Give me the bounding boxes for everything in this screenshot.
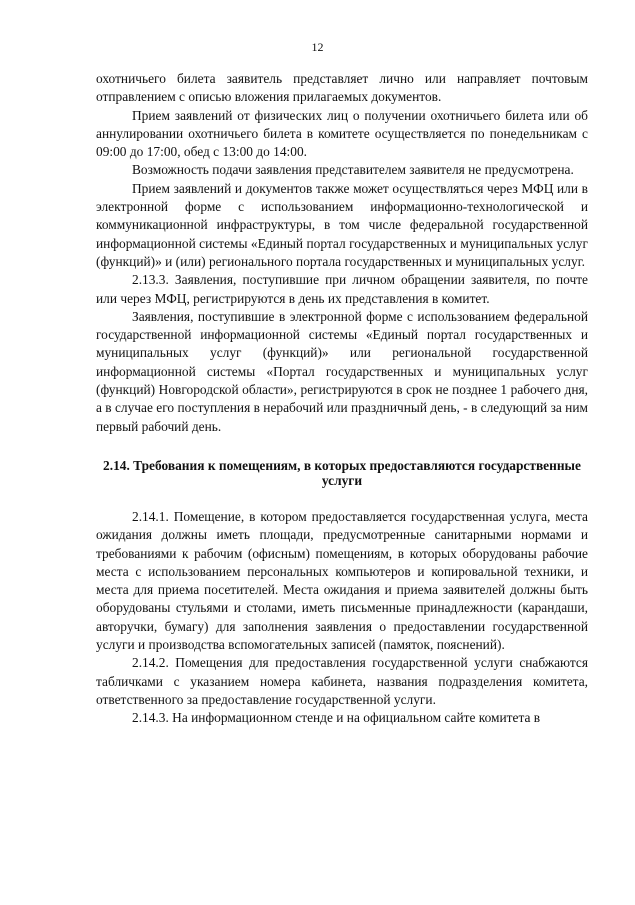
paragraph: 2.14.3. На информационном стенде и на официальном сайте комитета в [132, 710, 541, 726]
paragraph: Прием заявлений и документов также может осуществляться через МФЦ или в электронной форме с использованием информационно-технологической и коммуникационной инфраструктуры, в том числе федеральной государственной информационной системы «Единый портал государственных и муниципальных услуг (функций)» и (или) регионального портала государственных и муниципальных услуг. [96, 180, 588, 269]
paragraph: Заявления, поступившие в электронной форме с использованием федеральной государственной информационной системы «Единый портал государственных и муниципальных услуг (функций)» или региональной государственной информационной системы «Портал государственных и муниципальных услуг (функций) Новгородской области», регистрируются в срок не позднее 1 рабочего дня, а в случае его поступления в нерабочий или праздничный день, - в следующий за ним первый рабочий день. [96, 308, 588, 434]
document-body [96, 70, 588, 728]
paragraph: 2.14.1. Помещение, в котором предоставляется государственная услуга, места ожидания должны иметь площади, предусмотренные санитарными нормами и требованиями к рабочим (офисным) помещениям, в которых оборудованы рабочие места с использованием персональных компьютеров и копировальной техники, и места для приема посетителей. Места ожидания и приема заявителей должны быть оборудованы стульями и столами, иметь письменные принадлежности (карандаши, авторучки, бумагу) для заполнения заявления о предоставлении государственной услуги и производства вспомогательных записей (памяток, пояснений). [96, 508, 588, 653]
paragraph: 2.13.3. Заявления, поступившие при личном обращении заявителя, по почте или через МФЦ, регистрируются в день их представления в комитет. [96, 272, 588, 306]
paragraph: Возможность подачи заявления представителем заявителя не предусмотрена. [132, 162, 574, 178]
page-number: 12 [311, 40, 324, 54]
section-heading: 2.14. Требования к помещениям, в которых предоставляются государственные услуги [103, 457, 581, 488]
paragraph: охотничьего билета заявитель представляет лично или направляет почтовым отправлением с описью вложения прилагаемых документов. [96, 71, 588, 105]
paragraph: 2.14.2. Помещения для предоставления государственной услуги снабжаются табличками с указанием номера кабинета, названия подразделения комитета, ответственного за предоставление государственной услуги. [96, 655, 588, 707]
paragraph: Прием заявлений от физических лиц о получении охотничьего билета или об аннулировании охотничьего билета в комитете осуществляется по понедельникам с 09:00 до 17:00, обед с 13:00 до 14:00. [96, 107, 588, 160]
